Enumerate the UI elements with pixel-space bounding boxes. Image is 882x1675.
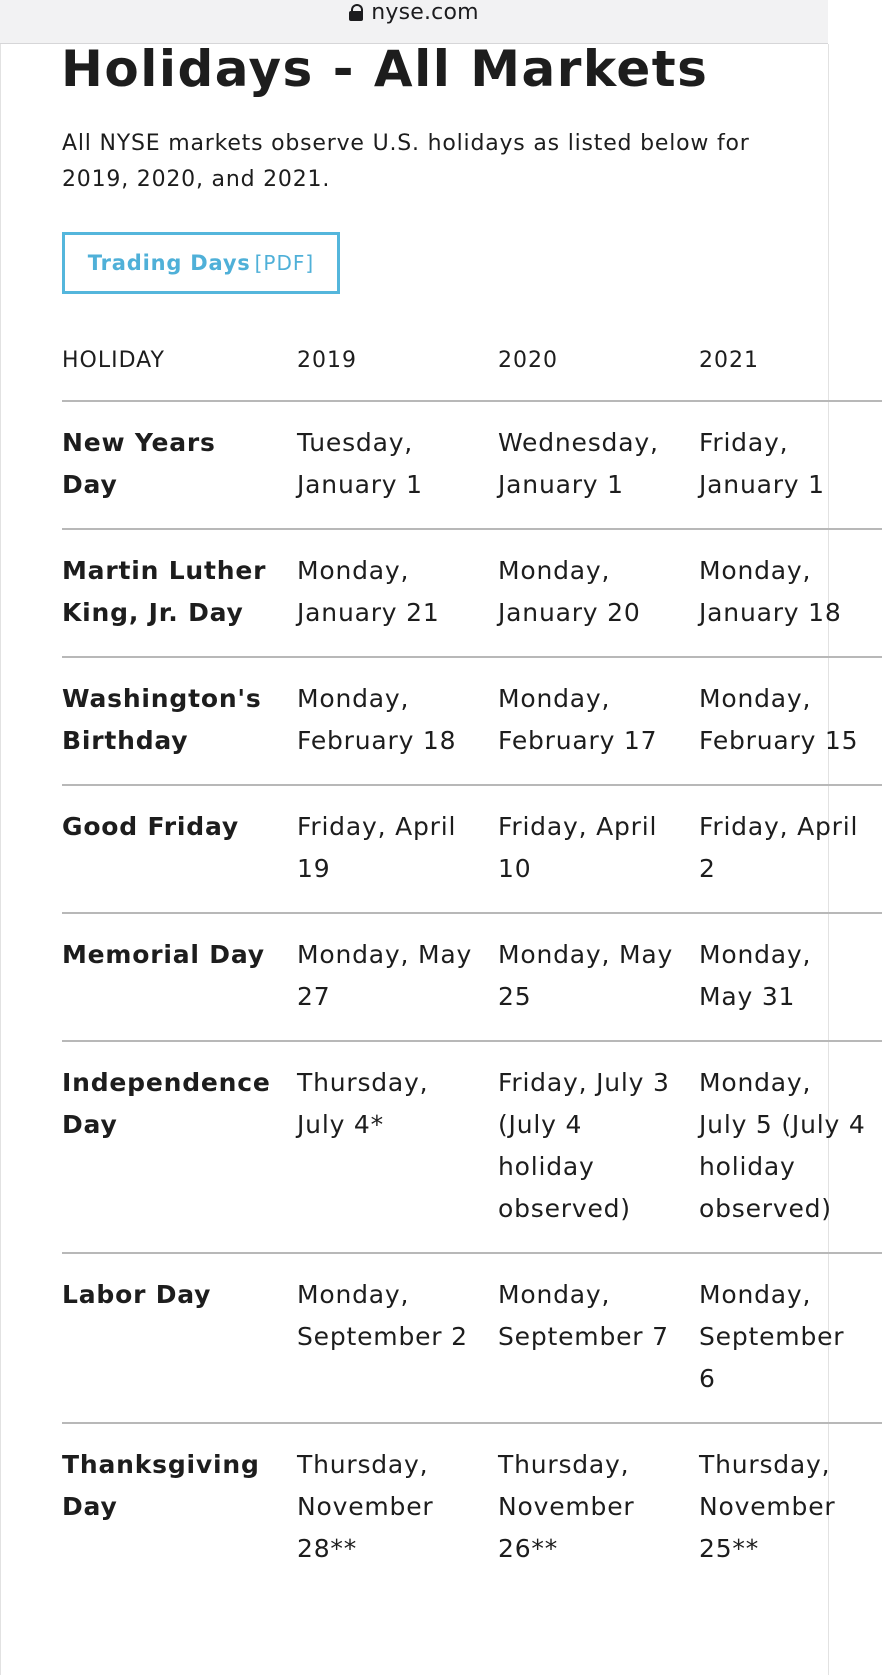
date-2020: Wednesday, January 1	[496, 401, 697, 529]
date-2020: Friday, July 3 (July 4 holiday observed)	[496, 1041, 697, 1253]
date-2019: Monday, May 27	[295, 913, 496, 1041]
pdf-tag: [PDF]	[254, 251, 315, 275]
date-2021: Monday, July 5 (July 4 holiday observed)	[697, 1041, 882, 1253]
column-header-2019: 2019	[295, 348, 496, 401]
date-2021: Friday, January 1	[697, 401, 882, 529]
page-content	[0, 40, 866, 1675]
trading-days-label: Trading Days	[87, 251, 251, 275]
lock-icon	[349, 4, 363, 20]
url-text: nyse.com	[371, 0, 479, 25]
holiday-name: New Years Day	[62, 401, 295, 529]
holiday-name: Martin Luther King, Jr. Day	[62, 529, 295, 657]
date-2021: Monday, January 18	[697, 529, 882, 657]
table-row	[62, 1253, 882, 1423]
column-header-2021: 2021	[697, 348, 882, 401]
holiday-name: Independence Day	[62, 1041, 295, 1253]
page-title: Holidays - All Markets	[61, 40, 709, 98]
table-row	[62, 401, 882, 529]
date-2019: Thursday, November 28**	[297, 1450, 434, 1563]
date-2019: Friday, April 19	[295, 785, 496, 913]
table-row	[62, 1041, 882, 1253]
table-row	[62, 913, 882, 1041]
date-2020: Thursday, November 26**	[498, 1450, 635, 1563]
url-display[interactable]	[349, 0, 479, 24]
date-2020: Monday, May 25	[496, 913, 697, 1041]
date-2019: Monday, February 18	[295, 657, 496, 785]
column-header-2020: 2020	[496, 348, 697, 401]
holiday-name: Thanksgiving Day	[62, 1450, 260, 1521]
table-row	[62, 657, 882, 785]
column-header-holiday: HOLIDAY	[62, 348, 295, 401]
date-2020: Monday, February 17	[496, 657, 697, 785]
date-2019: Monday, September 2	[295, 1253, 496, 1423]
date-2021: Friday, April 2	[697, 785, 882, 913]
date-2020: Friday, April 10	[496, 785, 697, 913]
date-2020: Monday, September 7	[496, 1253, 697, 1423]
table-row	[62, 529, 882, 657]
table-header-row	[62, 348, 882, 401]
table-row	[62, 1423, 882, 1592]
table-row	[62, 785, 882, 913]
date-2019: Tuesday, January 1	[295, 401, 496, 529]
holidays-table	[62, 348, 882, 1592]
date-2019: Thursday, July 4*	[295, 1041, 496, 1253]
holiday-name: Good Friday	[62, 785, 295, 913]
date-2021: Monday, September 6	[697, 1253, 882, 1423]
browser-url-bar[interactable]	[0, 0, 828, 44]
trading-days-pdf-button[interactable]	[62, 232, 340, 294]
holiday-name: Memorial Day	[62, 913, 295, 1041]
date-2019: Monday, January 21	[295, 529, 496, 657]
holiday-name: Labor Day	[62, 1253, 295, 1423]
holiday-name: Washington's Birthday	[62, 657, 295, 785]
intro-text: All NYSE markets observe U.S. holidays as listed below for 2019, 2020, and 2021.	[62, 131, 750, 192]
date-2020: Monday, January 20	[496, 529, 697, 657]
date-2021: Thursday, November 25**	[699, 1450, 836, 1563]
date-2021: Monday, February 15	[697, 657, 882, 785]
date-2021: Monday, May 31	[697, 913, 882, 1041]
